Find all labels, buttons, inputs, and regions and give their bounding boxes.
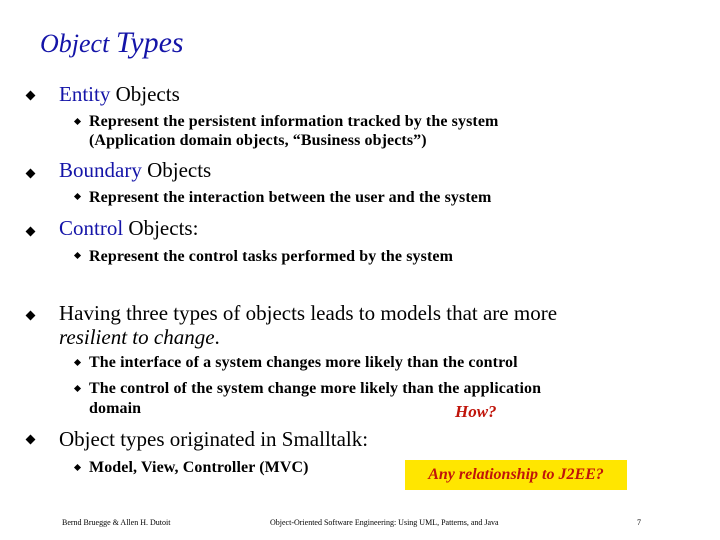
footer-book-title: Object-Oriented Software Engineering: Using UML, Patterns, and Java	[270, 518, 499, 527]
entity-rest: Objects	[110, 82, 180, 106]
point-entity	[59, 82, 180, 106]
sub-bullet-icon	[74, 252, 81, 259]
bullet-diamond-icon	[26, 227, 36, 237]
footer-page-number: 7	[637, 518, 641, 527]
point-boundary	[59, 158, 211, 182]
boundary-highlight: Boundary	[59, 158, 142, 182]
point-smalltalk: Object types originated in Smalltalk:	[59, 427, 369, 451]
bullet-diamond-icon	[26, 311, 36, 321]
sub-bullet-icon	[74, 464, 81, 471]
entity-highlight: Entity	[59, 82, 111, 106]
mvc-sub: Model, View, Controller (MVC)	[89, 459, 309, 476]
point-three-types-line2	[59, 325, 220, 349]
boundary-rest: Objects	[141, 158, 212, 182]
bullet-diamond-icon	[26, 91, 36, 101]
sub-bullet-icon	[74, 359, 81, 366]
three-types-sub-1: The interface of a system changes more likely than the control	[89, 354, 518, 371]
period: .	[214, 325, 220, 349]
sub-bullet-icon	[74, 193, 81, 200]
point-control	[59, 216, 198, 240]
how-question: How?	[455, 402, 497, 421]
three-types-sub-2-cont: domain	[89, 400, 142, 417]
sub-bullet-icon	[74, 118, 81, 125]
j2ee-callout: Any relationship to J2EE?	[405, 460, 627, 490]
resilient-phrase: resilient to change	[59, 325, 215, 349]
bullet-diamond-icon	[26, 435, 36, 445]
three-types-sub-2: The control of the system change more likely than the application	[89, 380, 542, 397]
control-highlight: Control	[59, 216, 124, 240]
sub-bullet-icon	[74, 385, 81, 392]
footer-authors: Bernd Bruegge & Allen H. Dutoit	[62, 518, 171, 527]
bullet-diamond-icon	[26, 169, 36, 179]
slide-title	[40, 26, 184, 60]
entity-sub-1: Represent the persistent information tracked by the system	[89, 113, 499, 130]
title-part2: Types	[115, 26, 184, 59]
title-part1: Object	[40, 29, 110, 58]
entity-sub-2: (Application domain objects, “Business objects”)	[89, 132, 427, 149]
control-sub-1: Represent the control tasks performed by the system	[89, 248, 454, 265]
point-three-types-line1: Having three types of objects leads to models that are more	[59, 301, 558, 325]
boundary-sub-1: Represent the interaction between the user and the system	[89, 189, 492, 206]
control-rest: Objects:	[123, 216, 199, 240]
